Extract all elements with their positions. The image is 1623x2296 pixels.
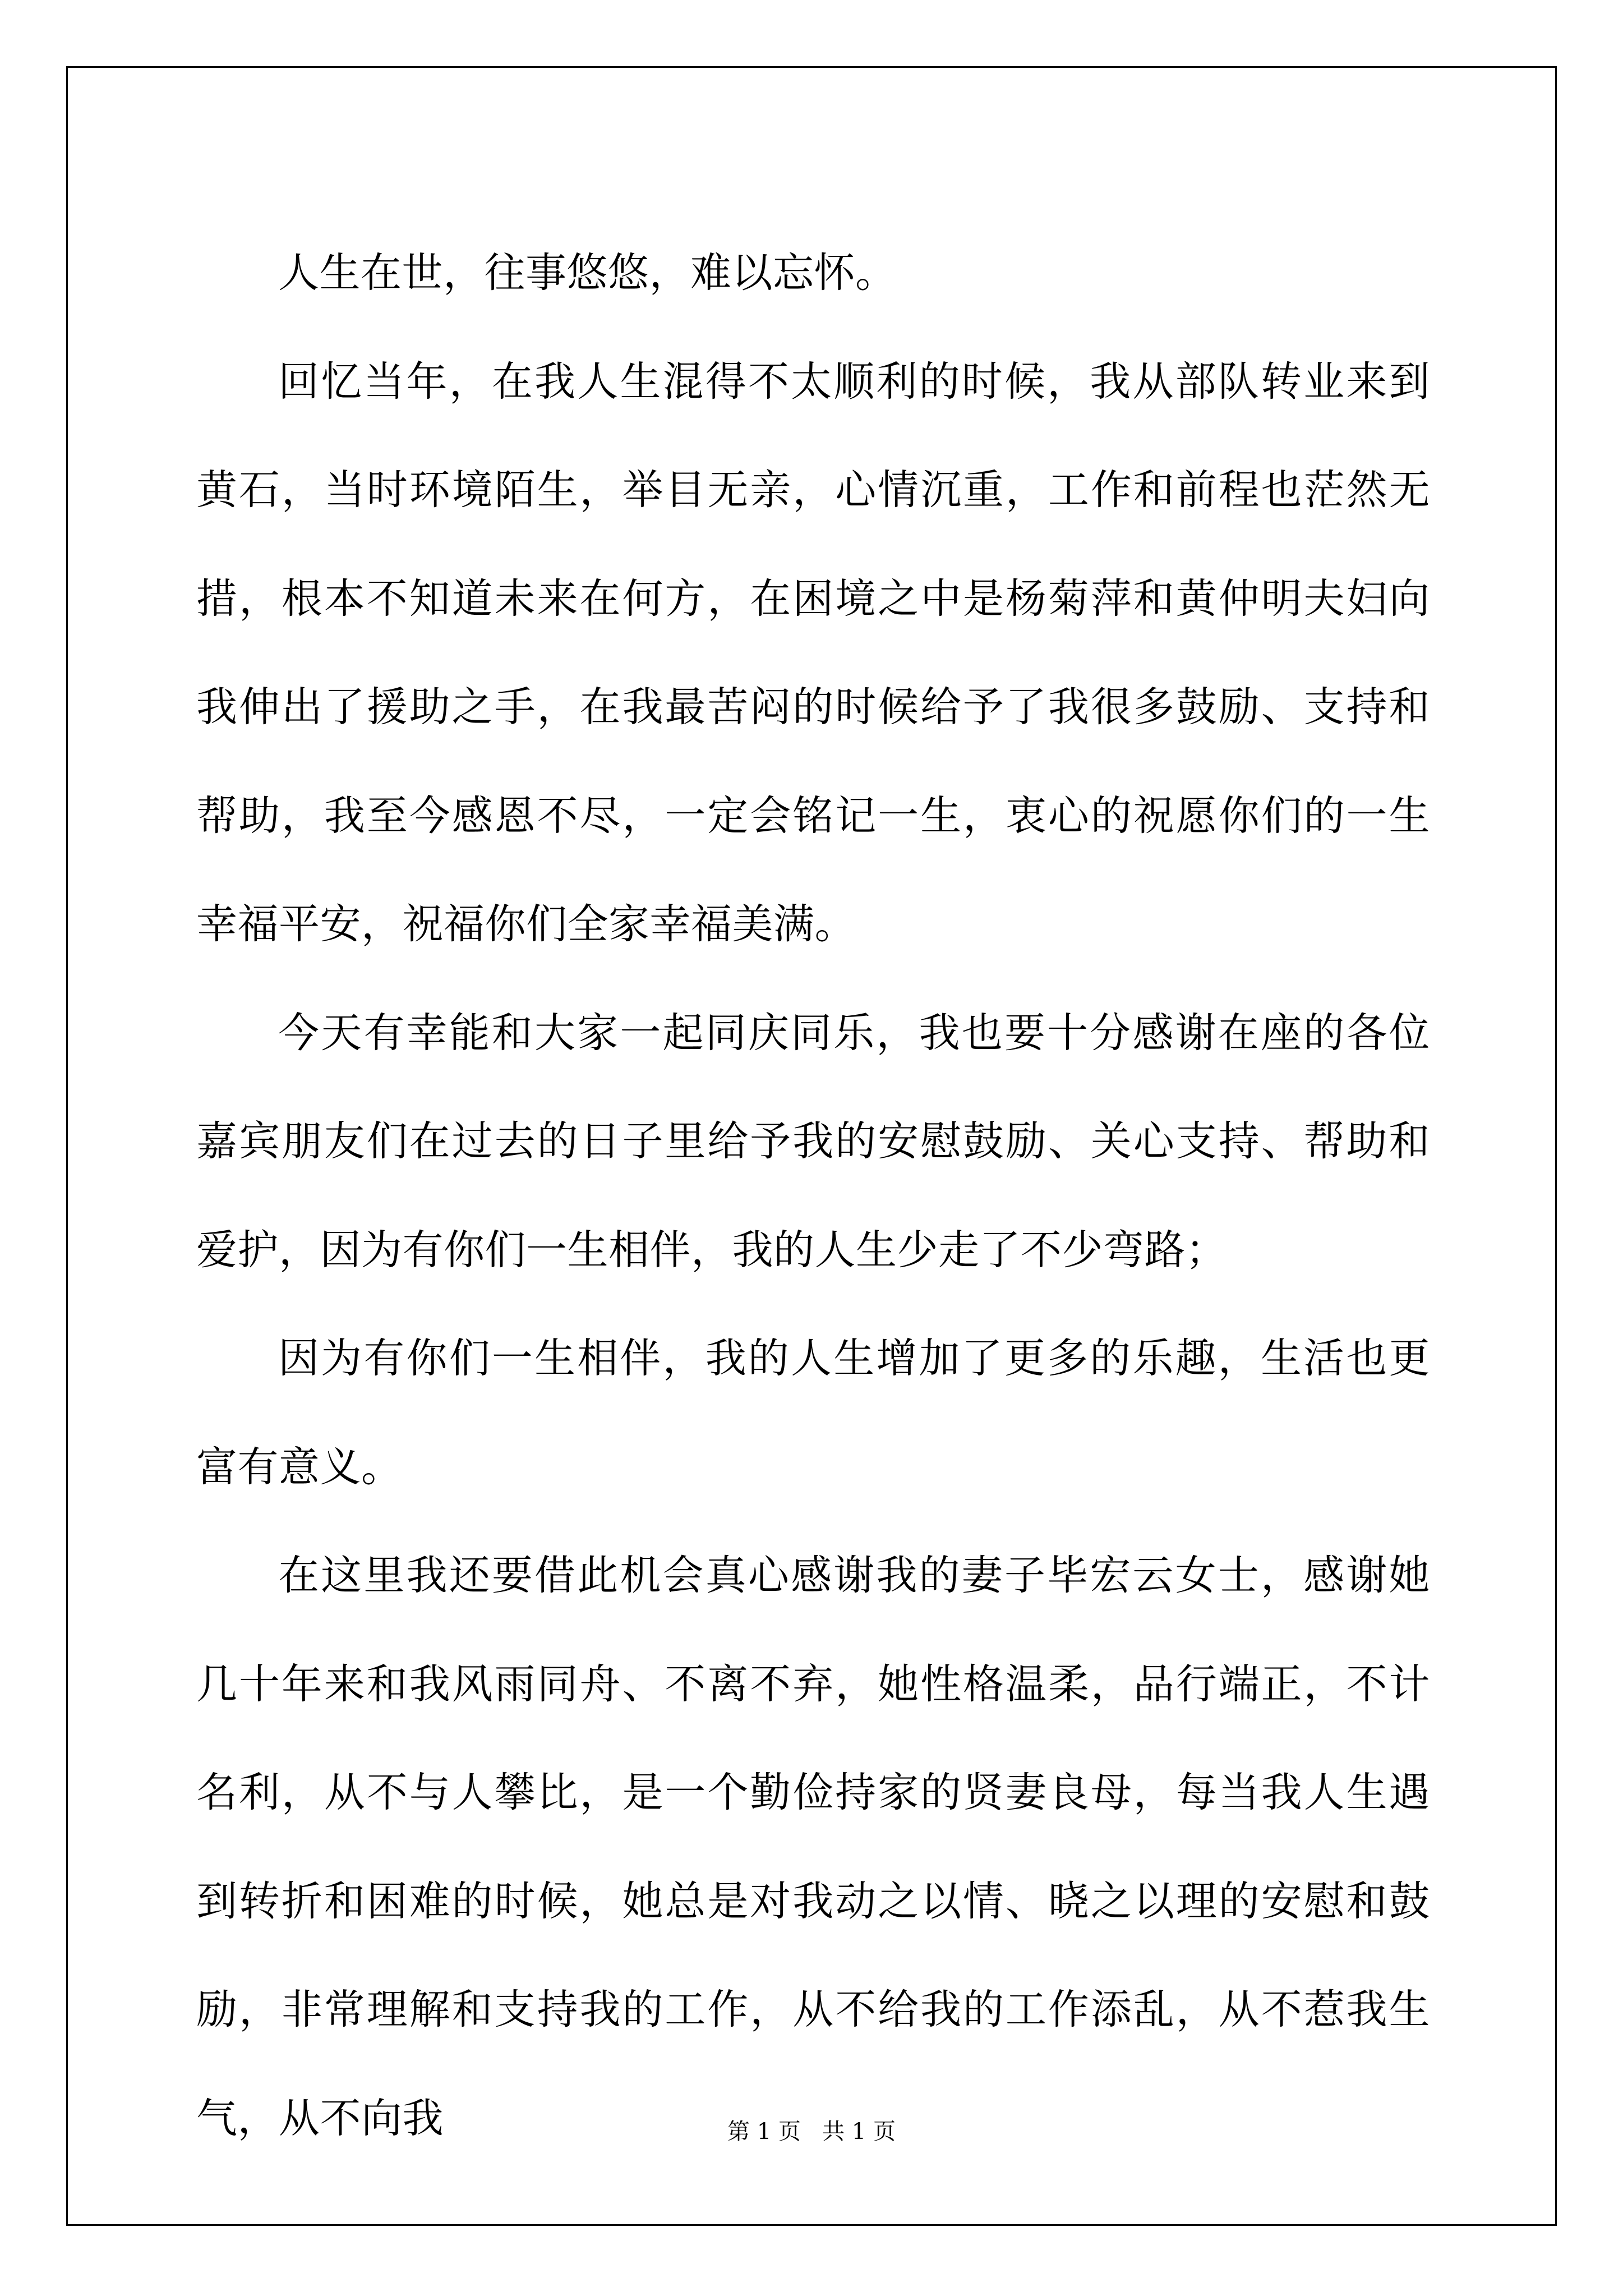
page-number: 第 1 页: [727, 2119, 801, 2145]
paragraph: 回忆当年，在我人生混得不太顺利的时候，我从部队转业来到黄石，当时环境陌生，举目无亲，心情沉重，工作和前程也茫然无措，根本不知道未来在何方，在困境之中是杨菊萍和黄仲明夫妇向我伸出了援助之手，在我最苦闷的时候给予了我很多鼓励、支持和帮助，我至今感恩不尽，一定会铭记一生，衷心的祝愿你们的一生幸福平安，祝福你们全家幸福美满。: [196, 357, 1430, 948]
page-footer: [0, 2114, 1623, 2146]
document-body: [196, 219, 1430, 2173]
paragraph: 人生在世，往事悠悠，难以忘怀。: [278, 249, 897, 297]
paragraph: 今天有幸能和大家一起同庆同乐，我也要十分感谢在座的各位嘉宾朋友们在过去的日子里给予我的安慰鼓励、关心支持、帮助和爱护，因为有你们一生相伴，我的人生少走了不少弯路；: [196, 1009, 1430, 1274]
paragraph: 在这里我还要借此机会真心感谢我的妻子毕宏云女士，感谢她几十年来和我风雨同舟、不离不弃，她性格温柔，品行端正，不计名利，从不与人攀比，是一个勤俭持家的贤妻良母，每当我人生遇到转折和困难的时候，她总是对我动之以情、晓之以理的安慰和鼓励，非常理解和支持我的工作，从不给我的工作添乱，从不惹我生气，从不向我: [196, 1552, 1430, 2142]
page-total: 共 1 页: [822, 2119, 896, 2145]
paragraph: 因为有你们一生相伴，我的人生增加了更多的乐趣，生活也更富有意义。: [196, 1335, 1430, 1491]
